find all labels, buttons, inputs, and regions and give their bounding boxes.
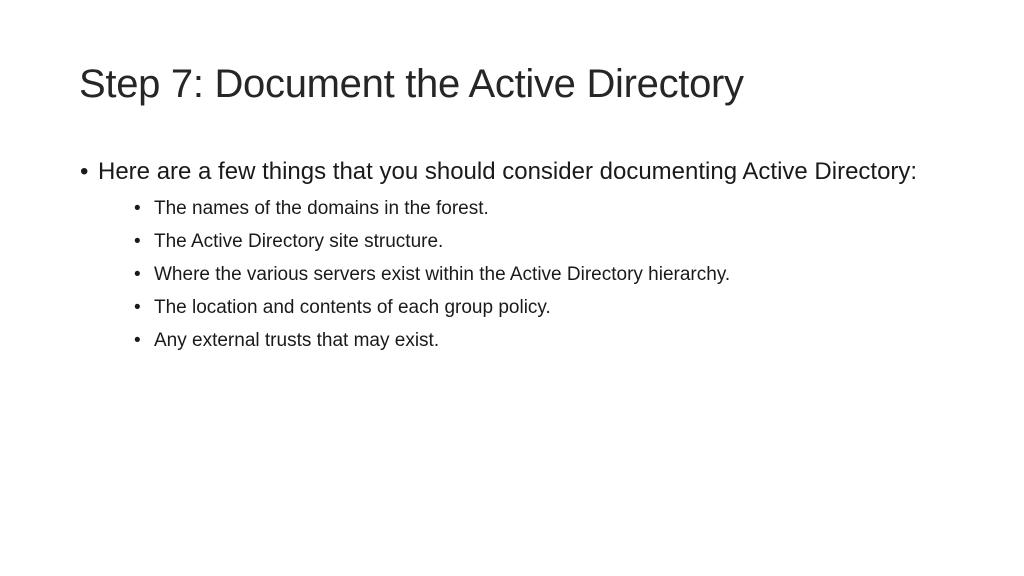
sub-bullet: [98, 291, 940, 324]
sub-bullet: [98, 225, 940, 258]
bullet-mark: •: [134, 330, 141, 351]
main-bullet: [80, 156, 940, 357]
main-bullet-text: Here are a few things that you should consider documenting Active Directory:: [98, 158, 918, 185]
sub-bullet-text: The Active Directory site structure.: [154, 231, 444, 252]
sub-bullet-text: Any external trusts that may exist.: [154, 330, 440, 351]
bullet-mark: •: [134, 198, 141, 219]
sub-bullet-text: The location and contents of each group policy.: [154, 297, 551, 318]
slide-title: Step 7: Document the Active Directory: [79, 62, 744, 106]
bullet-mark: •: [134, 264, 141, 285]
sub-bullet: [98, 192, 940, 225]
sub-bullet-list: [98, 192, 940, 357]
bullet-mark: •: [80, 158, 89, 185]
bullet-list: [80, 156, 940, 357]
sub-bullet-text: The names of the domains in the forest.: [154, 198, 489, 219]
sub-bullet: [98, 258, 940, 291]
bullet-mark: •: [134, 231, 141, 252]
sub-bullet: [98, 324, 940, 357]
bullet-mark: •: [134, 297, 141, 318]
sub-bullet-text: Where the various servers exist within the Active Directory hierarchy.: [154, 264, 731, 285]
